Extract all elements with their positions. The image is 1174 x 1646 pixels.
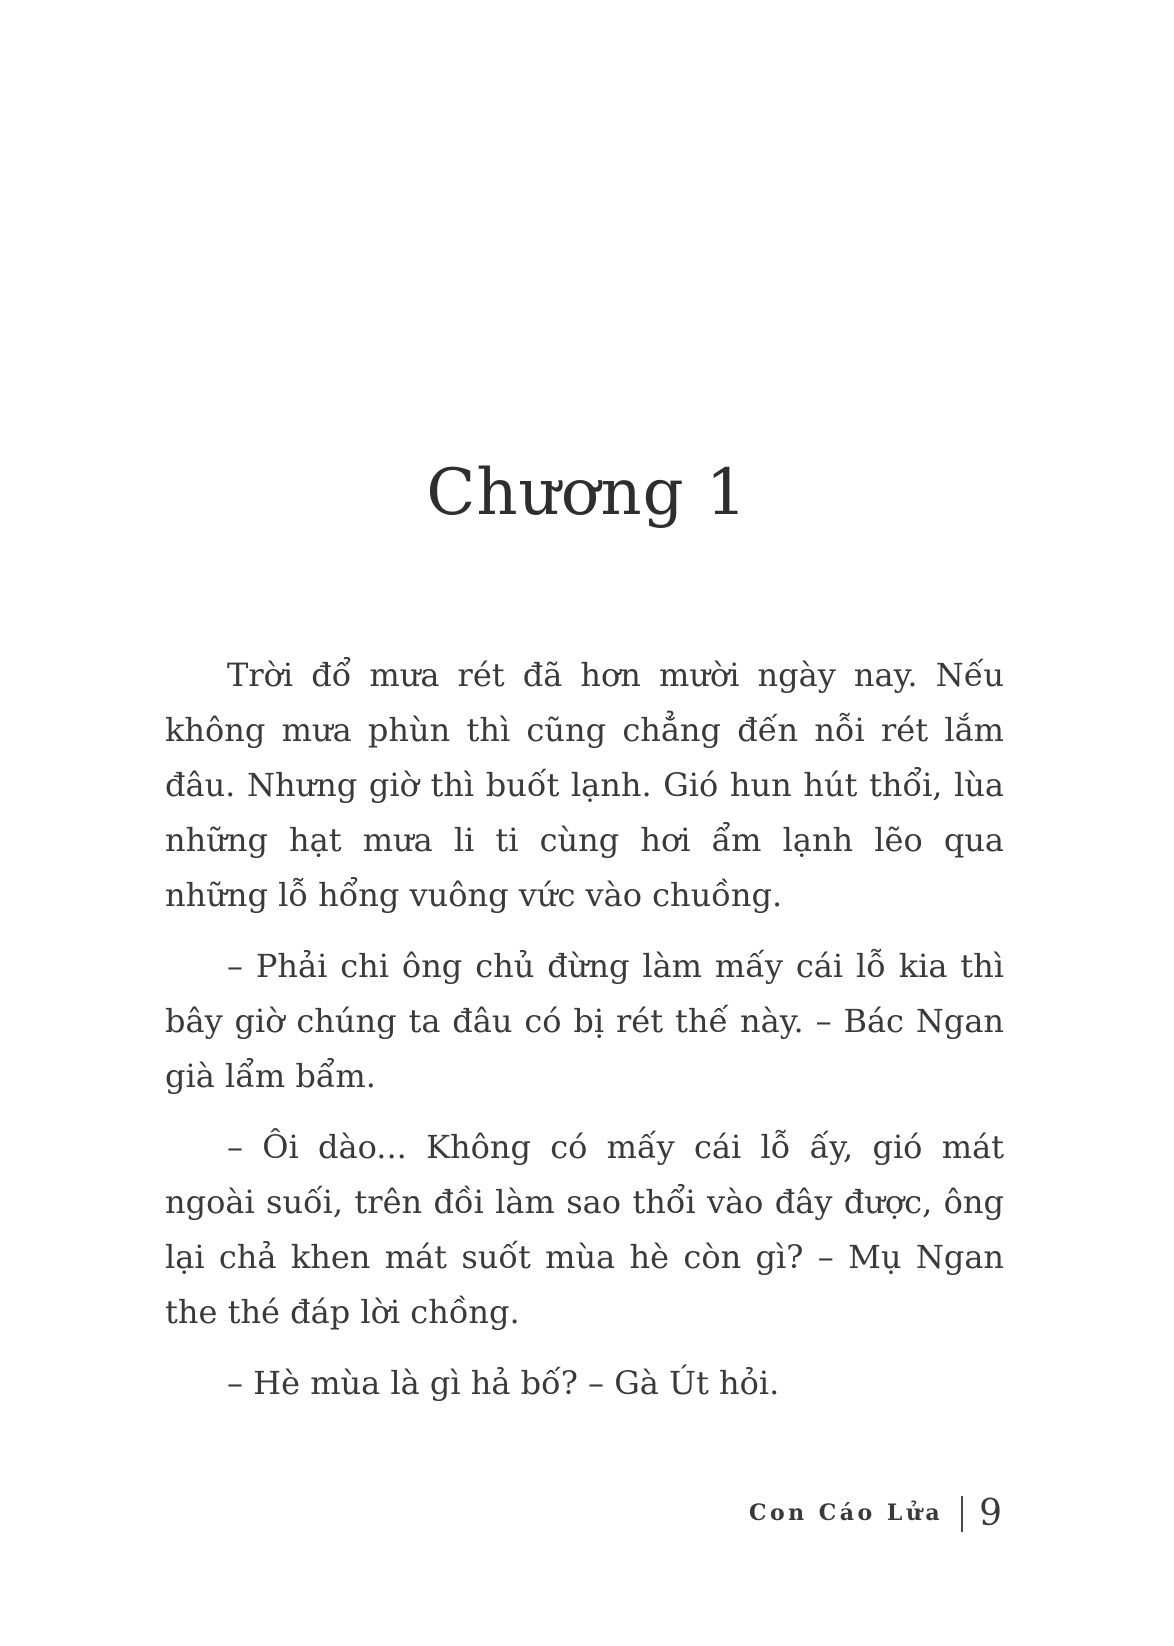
paragraph: Trời đổ mưa rét đã hơn mười ngày nay. Nếu không mưa phùn thì cũng chẳng đến nỗi rét lắm đâu. Nhưng giờ thì buốt lạnh. Gió hun hút thổi, lùa những hạt mưa li ti cùng hơi ẩm lạnh lẽo qua những lỗ hổng vuông vức vào chuồng. [165,656,1004,915]
paragraph: – Ôi dào... Không có mấy cái lỗ ấy, gió mát ngoài suối, trên đồi làm sao thổi vào đây được, ông lại chả khen mát suốt mùa hè còn gì? – Mụ Ngan the thé đáp lời chồng. [165,1128,1004,1332]
footer-book-title: Con Cáo Lửa [748,1499,944,1526]
page-footer [749,1493,1002,1534]
chapter-title: Chương 1 [426,455,748,530]
paragraph: – Phải chi ông chủ đừng làm mấy cái lỗ kia thì bây giờ chúng ta đâu có bị rét thế này. – Bác Ngan già lẩm bẩm. [165,947,1004,1096]
paragraph: – Hè mùa là gì hả bố? – Gà Út hỏi. [227,1364,780,1403]
footer-divider [961,1496,963,1532]
body-text [165,648,1004,1411]
footer-page-number: 9 [979,1493,1002,1534]
